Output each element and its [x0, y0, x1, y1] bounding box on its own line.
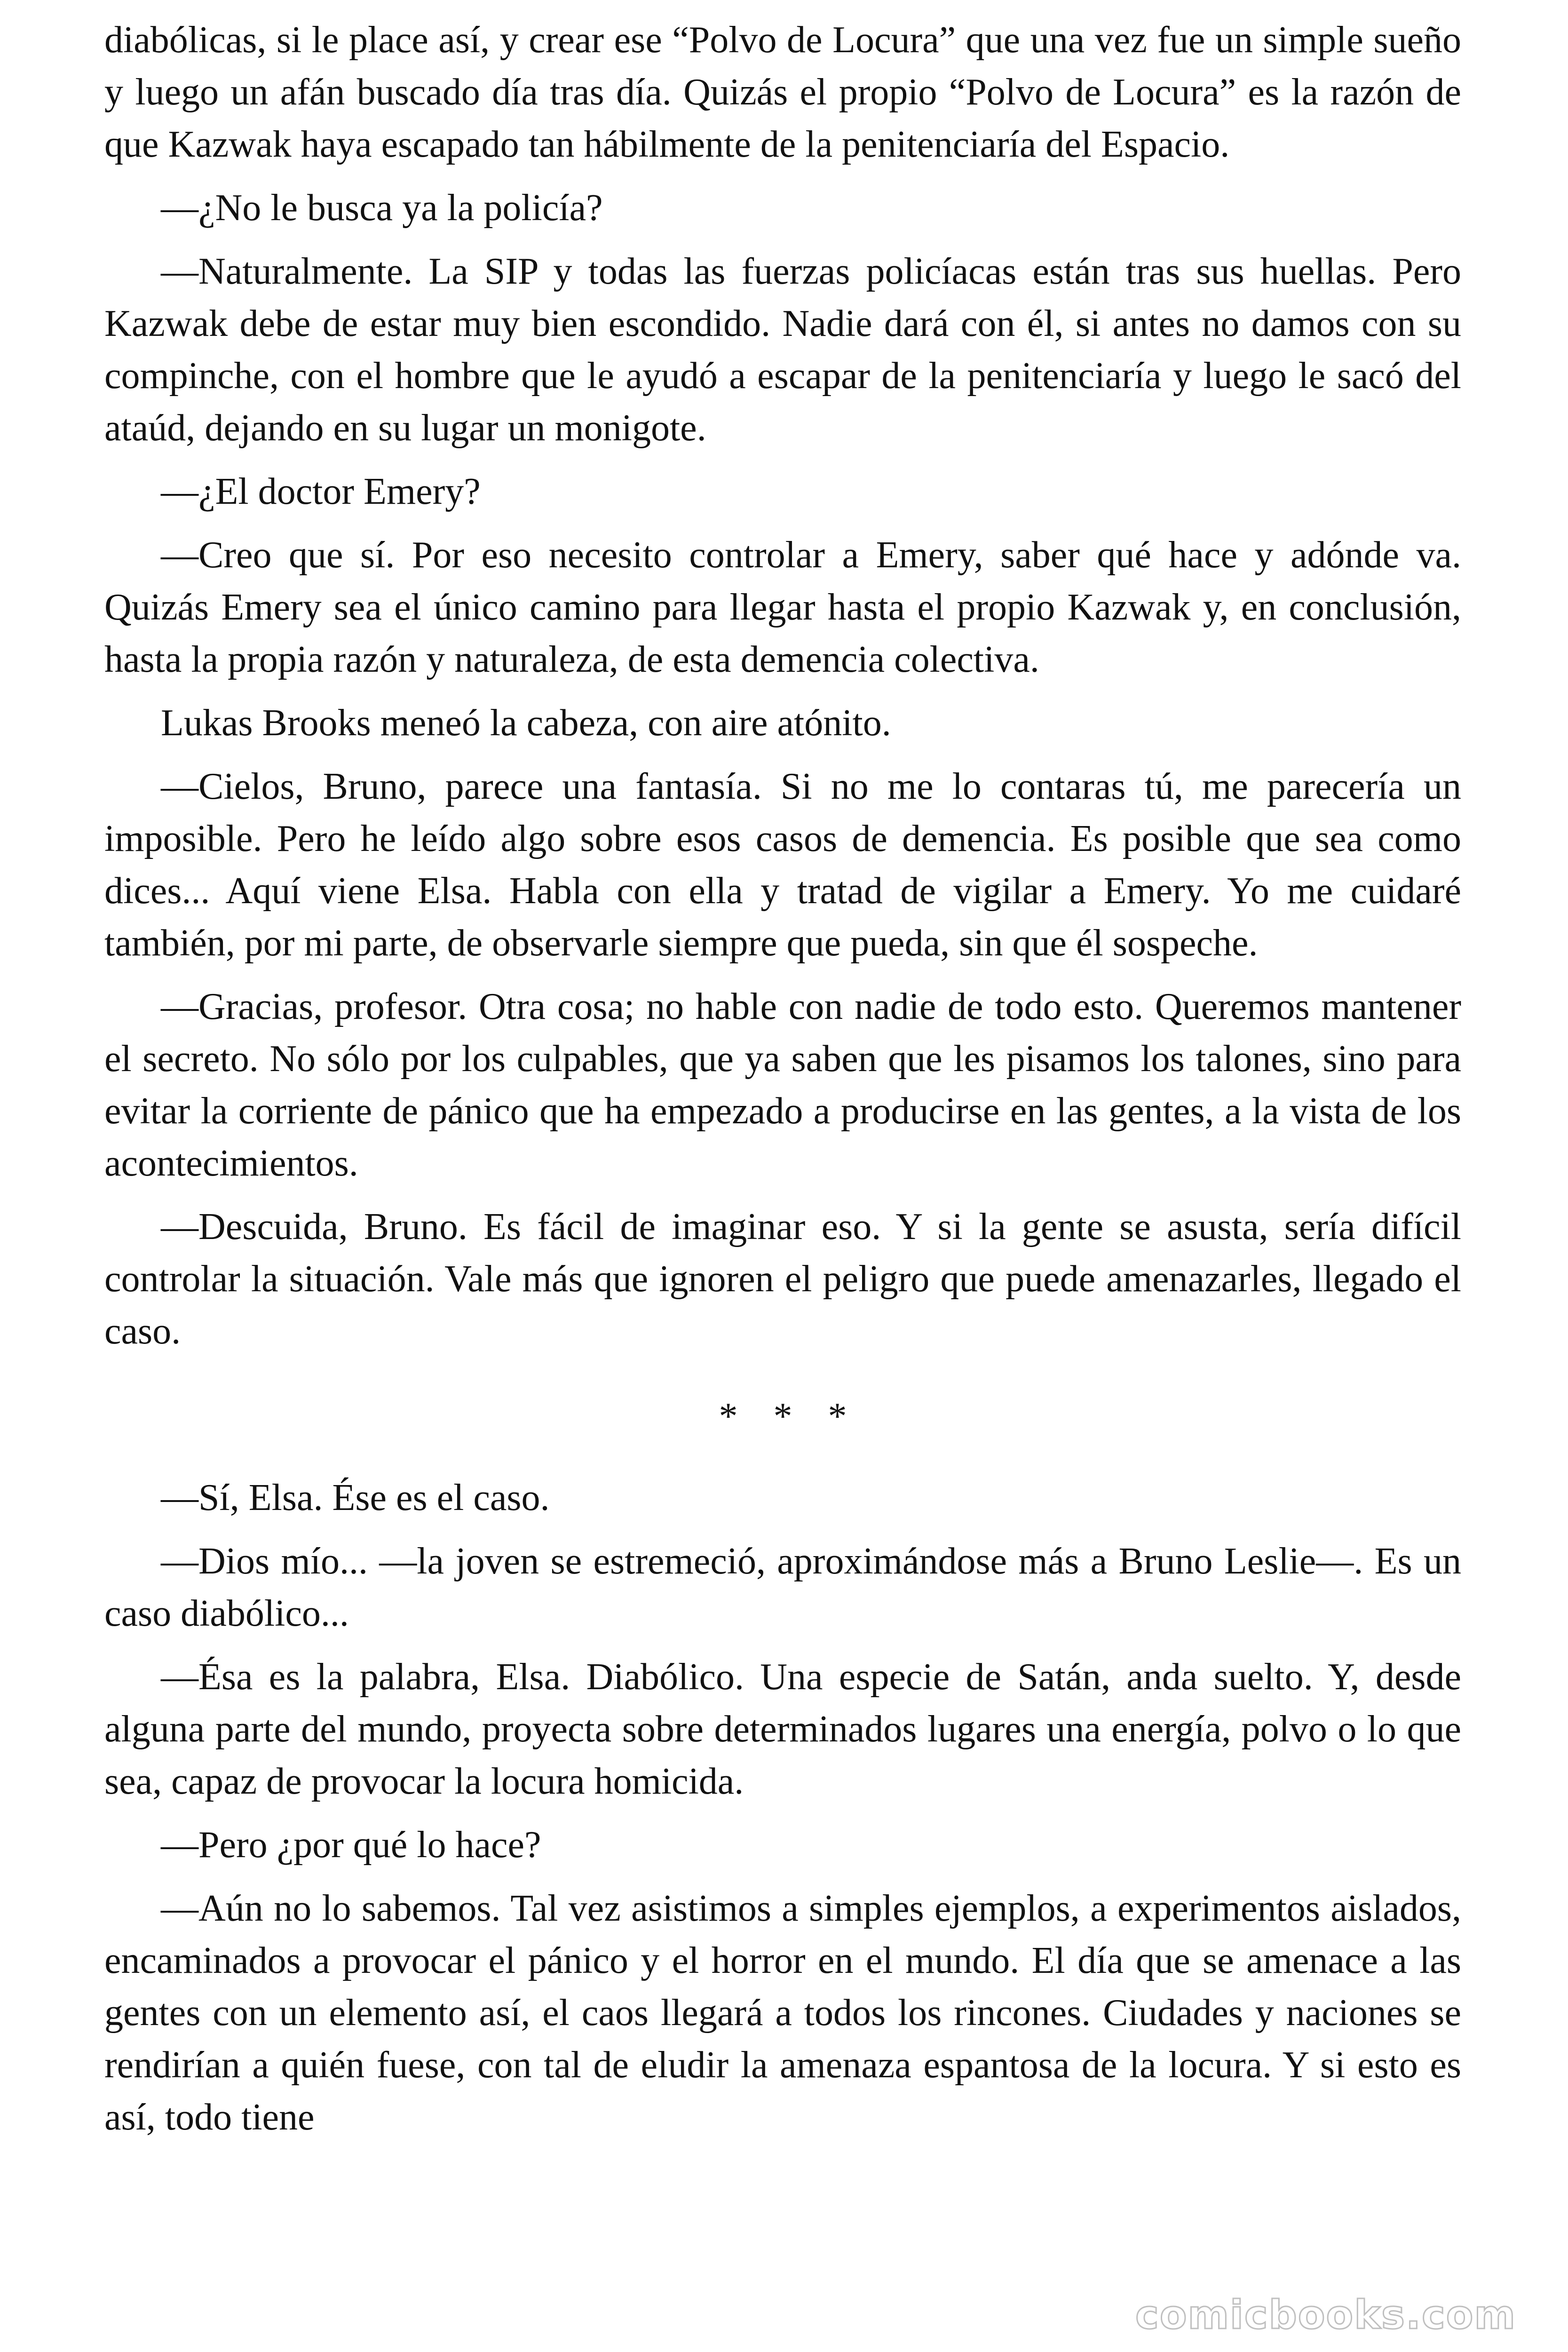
paragraph-10: —Sí, Elsa. Ése es el caso.	[161, 1477, 550, 1518]
scene-break-asterisk: *	[828, 1396, 847, 1437]
watermark-logo: comicbooks.com	[1135, 2292, 1516, 2338]
paragraph-12: —Ésa es la palabra, Elsa. Diabólico. Una especie de Satán, anda suelto. Y, desde alguna parte del mundo, proyecta sobre determinados lugares una energía, polvo o lo que sea, capaz de provocar la locura homicida.	[104, 1656, 1461, 1802]
paragraph-13: —Pero ¿por qué lo hace?	[161, 1824, 541, 1866]
paragraph-9: —Descuida, Bruno. Es fácil de imaginar eso. Y si la gente se asusta, sería difícil controlar la situación. Vale más que ignoren el peligro que puede amenazarles, llegado el caso.	[104, 1206, 1461, 1352]
scene-break	[104, 1391, 1461, 1443]
paragraph-5: —Creo que sí. Por eso necesito controlar a Emery, saber qué hace y adónde va. Quizás Emery sea el único camino para llegar hasta el propio Kazwak y, en conclusión, hasta la propia razón y naturaleza, de esta demencia colectiva.	[104, 534, 1461, 680]
paragraph-2: —¿No le busca ya la policía?	[161, 187, 603, 229]
scene-break-asterisk: *	[719, 1396, 738, 1437]
paragraph-1: diabólicas, si le place así, y crear ese “Polvo de Locura” que una vez fue un simple sueño y luego un afán buscado día tras día. Quizás el propio “Polvo de Locura” es la razón de que Kazwak haya escapado tan hábilmente de la penitenciaría del Espacio.	[104, 19, 1461, 165]
paragraph-3: —Naturalmente. La SIP y todas las fuerzas policíacas están tras sus huellas. Pero Kazwak debe de estar muy bien escondido. Nadie dará con él, si antes no damos con su compinche, con el hombre que le ayudó a escapar de la penitenciaría y luego le sacó del ataúd, dejando en su lugar un monigote.	[104, 251, 1461, 449]
paragraph-14: —Aún no lo sabemos. Tal vez asistimos a simples ejemplos, a experimentos aislados, encaminados a provocar el pánico y el horror en el mundo. El día que se amenace a las gentes con un elemento así, el caos llegará a todos los rincones. Ciudades y naciones se rendirían a quién fuese, con tal de eludir la amenaza espantosa de la locura. Y si esto es así, todo tiene	[104, 1888, 1461, 2138]
paragraph-6: Lukas Brooks meneó la cabeza, con aire atónito.	[161, 702, 891, 744]
paragraph-8: —Gracias, profesor. Otra cosa; no hable con nadie de todo esto. Queremos mantener el secreto. No sólo por los culpables, que ya saben que les pisamos los talones, sino para evitar la corriente de pánico que ha empezado a producirse en las gentes, a la vista de los acontecimientos.	[104, 986, 1461, 1184]
scene-break-asterisk: *	[773, 1396, 792, 1437]
paragraph-11: —Dios mío... —la joven se estremeció, aproximándose más a Bruno Leslie—. Es un caso diabólico...	[104, 1541, 1461, 1634]
paragraph-7: —Cielos, Bruno, parece una fantasía. Si no me lo contaras tú, me parecería un imposible. Pero he leído algo sobre esos casos de demencia. Es posible que sea como dices... Aquí viene Elsa. Habla con ella y tratad de vigilar a Emery. Yo me cuidaré también, por mi parte, de observarle siempre que pueda, sin que él sospeche.	[104, 766, 1461, 964]
page-text	[104, 14, 1461, 2155]
paragraph-4: —¿El doctor Emery?	[161, 471, 481, 512]
